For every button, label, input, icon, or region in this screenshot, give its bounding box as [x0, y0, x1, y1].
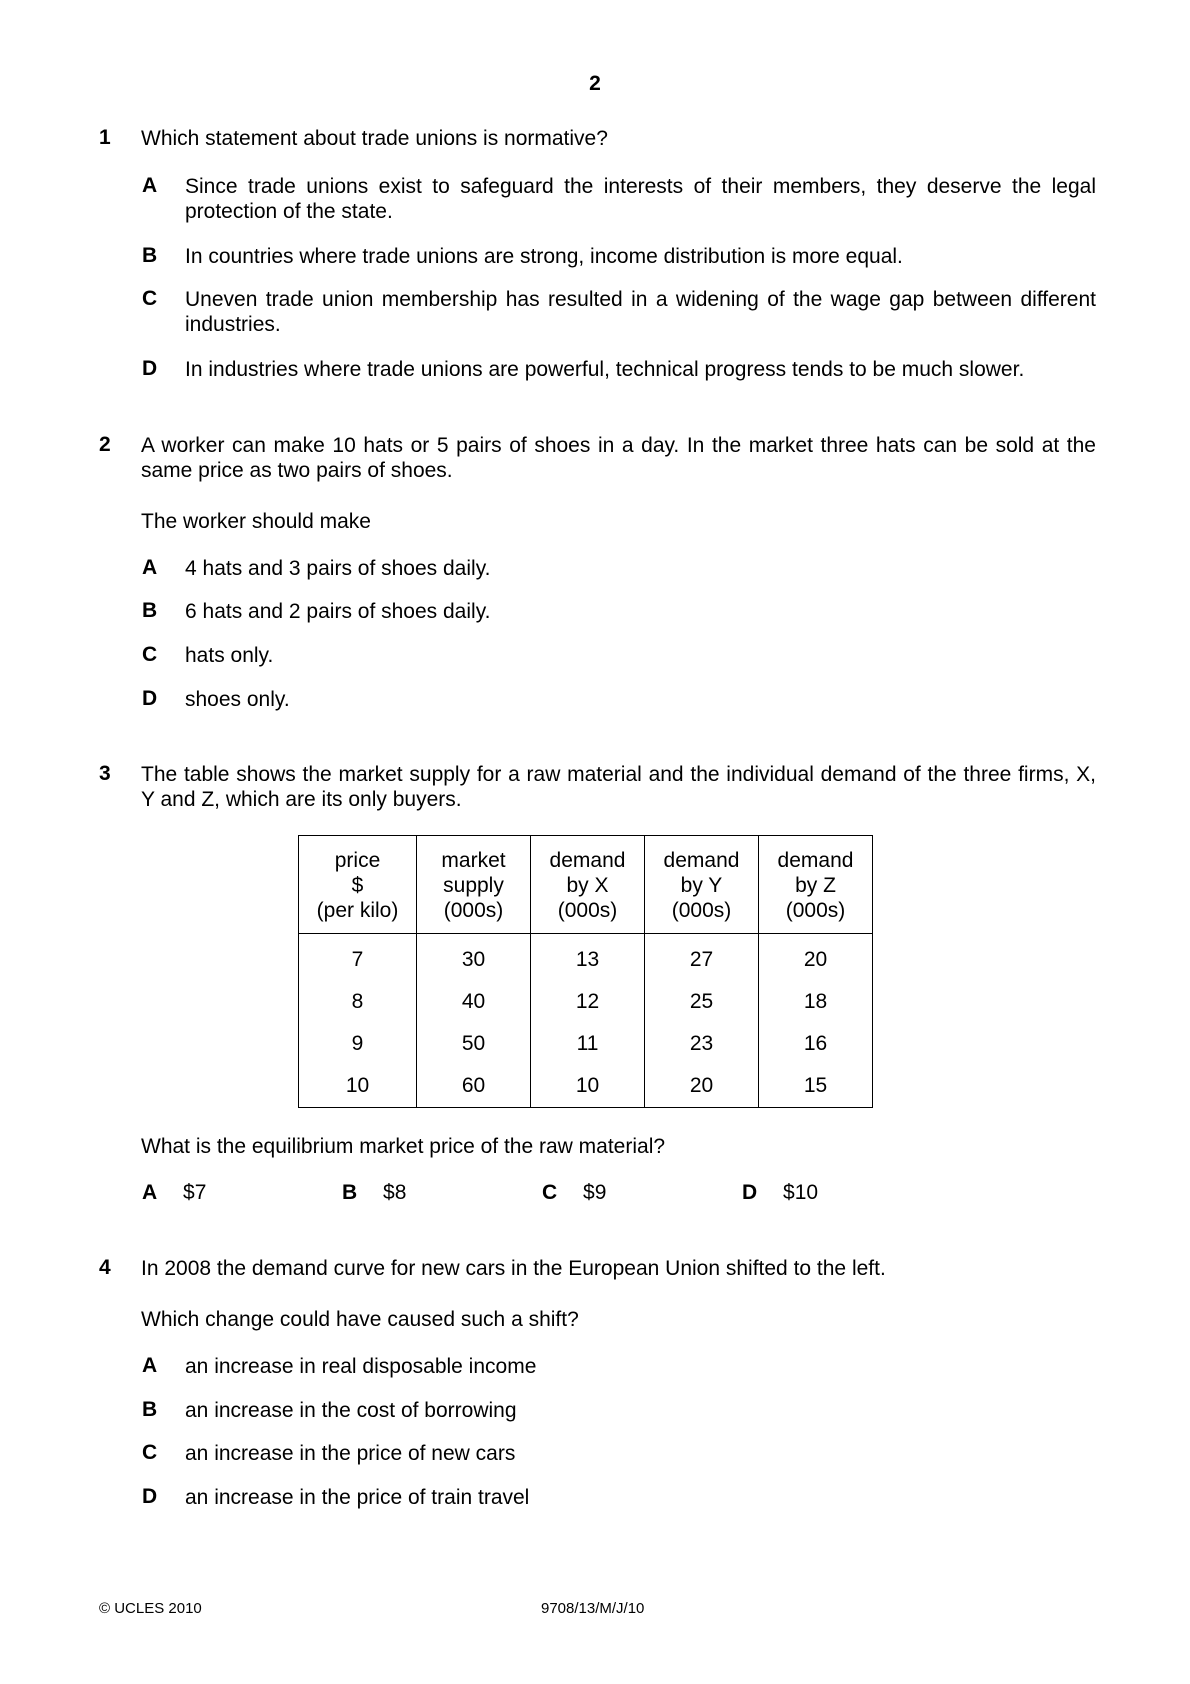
header-line: (000s)	[443, 899, 504, 922]
option-letter: B	[142, 599, 158, 622]
table-cell: 7	[299, 934, 417, 982]
option-a	[142, 1181, 206, 1205]
table-cell: 40	[417, 981, 531, 1023]
question-number: 1	[99, 126, 111, 149]
table-cell: 10	[299, 1065, 417, 1108]
option-text: Uneven trade union membership has resulted in a widening of the wage gap between different industries.	[185, 288, 1096, 336]
table-cell: 10	[531, 1065, 645, 1108]
option-letter: A	[142, 1181, 158, 1204]
option-letter: D	[142, 1485, 158, 1508]
option-letter: B	[142, 244, 158, 267]
option-letter: A	[142, 174, 158, 197]
option-letter: D	[742, 1181, 758, 1204]
header-line: price	[334, 849, 381, 872]
option-text: 6 hats and 2 pairs of shoes daily.	[185, 600, 491, 623]
question-prompt: Which change could have caused such a shift?	[141, 1308, 579, 1331]
option-letter: B	[142, 1398, 158, 1421]
table-header-cell	[759, 836, 873, 934]
option-letter: B	[342, 1181, 358, 1204]
option-letter: C	[142, 643, 158, 666]
option-b	[342, 1181, 406, 1205]
option-text: hats only.	[185, 644, 274, 667]
header-line: by Z	[795, 874, 836, 897]
question-stem: A worker can make 10 hats or 5 pairs of shoes in a day. In the market three hats can be sold at the same price as two pairs of shoes.	[141, 434, 1096, 482]
table-row	[299, 981, 873, 1023]
table-cell: 23	[645, 1023, 759, 1065]
option-text: shoes only.	[185, 688, 290, 711]
option-text: Since trade unions exist to safeguard the interests of their members, they deserve the legal protection of the state.	[185, 175, 1096, 223]
table-row	[299, 934, 873, 982]
table-header-cell	[645, 836, 759, 934]
option-text: In countries where trade unions are strong, income distribution is more equal.	[185, 245, 903, 268]
table-cell: 15	[759, 1065, 873, 1108]
option-d	[742, 1181, 818, 1205]
option-letter: C	[142, 1441, 158, 1464]
option-c	[542, 1181, 606, 1205]
footer-copyright: © UCLES 2010	[99, 1600, 202, 1617]
option-text: an increase in the price of train travel	[185, 1486, 530, 1509]
option-text: $9	[583, 1181, 607, 1204]
table-cell: 50	[417, 1023, 531, 1065]
table-header-cell	[299, 836, 417, 934]
table-header-row	[299, 836, 873, 934]
option-letter: A	[142, 1354, 158, 1377]
option-text: $10	[783, 1181, 819, 1204]
option-letter: D	[142, 687, 158, 710]
question-number: 4	[99, 1256, 111, 1279]
table-cell: 20	[759, 934, 873, 982]
table-cell: 11	[531, 1023, 645, 1065]
table-cell: 60	[417, 1065, 531, 1108]
option-text: an increase in the price of new cars	[185, 1442, 516, 1465]
supply-demand-table	[298, 835, 873, 1108]
question-stem: In 2008 the demand curve for new cars in the European Union shifted to the left.	[141, 1257, 886, 1280]
table-cell: 27	[645, 934, 759, 982]
table-cell: 20	[645, 1065, 759, 1108]
option-text: $8	[383, 1181, 407, 1204]
question-prompt: What is the equilibrium market price of the raw material?	[141, 1135, 666, 1158]
question-stem: The table shows the market supply for a raw material and the individual demand of the three firms, X, Y and Z, which are its only buyers.	[141, 763, 1096, 811]
question-prompt: The worker should make	[141, 510, 371, 533]
option-letter: D	[142, 357, 158, 380]
header-line: (000s)	[557, 899, 618, 922]
option-letter: A	[142, 556, 158, 579]
table-row	[299, 1065, 873, 1108]
table-header-cell	[417, 836, 531, 934]
header-line: (per kilo)	[316, 899, 399, 922]
question-number: 2	[99, 433, 111, 456]
option-letter: C	[542, 1181, 558, 1204]
header-line: supply	[443, 874, 504, 897]
option-text: In industries where trade unions are powerful, technical progress tends to be much slower.	[185, 358, 1025, 381]
table-cell: 8	[299, 981, 417, 1023]
option-letter: C	[142, 287, 158, 310]
table-cell: 25	[645, 981, 759, 1023]
header-line: by Y	[680, 874, 723, 897]
table-row	[299, 1023, 873, 1065]
question-number: 3	[99, 762, 111, 785]
table-cell: 30	[417, 934, 531, 982]
option-text: $7	[183, 1181, 207, 1204]
question-stem: Which statement about trade unions is normative?	[141, 127, 608, 150]
header-line: demand	[663, 849, 740, 872]
option-text: an increase in the cost of borrowing	[185, 1399, 517, 1422]
header-line: market	[441, 849, 506, 872]
header-line: (000s)	[785, 899, 846, 922]
option-text: 4 hats and 3 pairs of shoes daily.	[185, 557, 491, 580]
header-line: demand	[777, 849, 854, 872]
page-number: 2	[589, 72, 601, 95]
option-text: an increase in real disposable income	[185, 1355, 537, 1378]
table-cell: 12	[531, 981, 645, 1023]
table-header-cell	[531, 836, 645, 934]
footer-paper-code: 9708/13/M/J/10	[541, 1600, 645, 1617]
table-cell: 16	[759, 1023, 873, 1065]
table-cell: 18	[759, 981, 873, 1023]
table-cell: 9	[299, 1023, 417, 1065]
header-line: by X	[566, 874, 609, 897]
header-line: demand	[549, 849, 626, 872]
table-cell: 13	[531, 934, 645, 982]
header-line: (000s)	[671, 899, 732, 922]
header-line: $	[351, 874, 364, 897]
